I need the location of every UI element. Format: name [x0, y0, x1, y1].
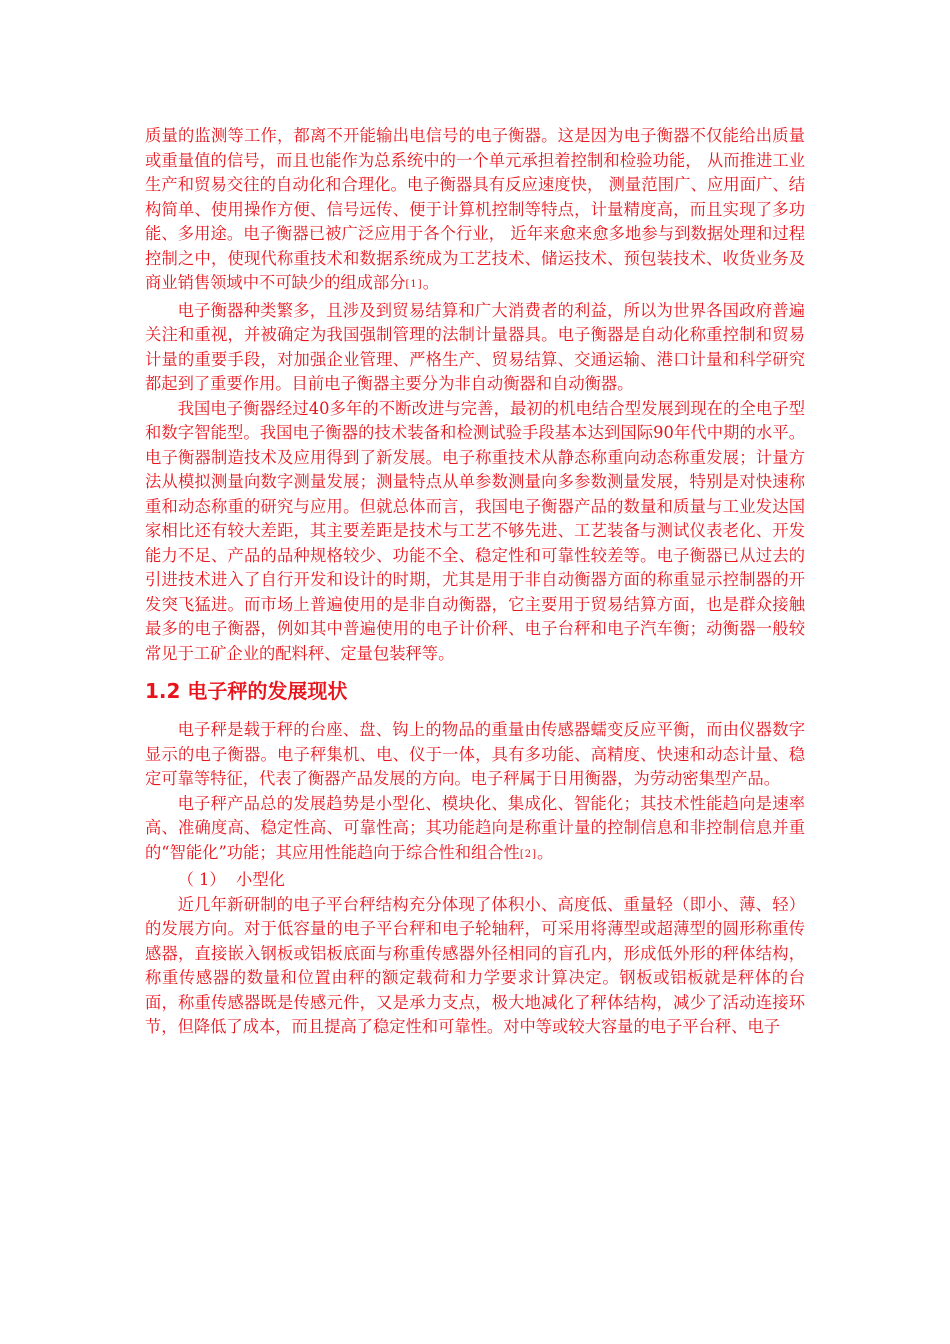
paragraph-4: 电子秤是载于秤的台座、盘、钩上的物品的重量由传感器蠕变反应平衡，而由仪器数字显示的电子衡器。电子秤集机、电、仪于一体，具有多功能、高精度、快速和动态计量、稳定可靠等特征，代表了衡器产品发展的方向。电子秤属于日用衡器，为劳动密集型产品。 — [145, 720, 805, 788]
paragraph-1 — [145, 124, 805, 299]
list-item-label: （ 1） 小型化 — [177, 870, 285, 889]
citation-ref-1: [1] — [405, 279, 423, 290]
paragraph-5-text: 电子秤产品总的发展趋势是小型化、模块化、集成化、智能化；其技术性能趋向是速率高、准确度高、稳定性高、可靠性高；其功能趋向是称重计量的控制信息和非控制信息并重的“智能化”功能；其应用性能趋向于综合性和组合性 — [145, 793, 805, 862]
paragraph-3: 我国电子衡器经过40多年的不断改进与完善，最初的机电结合型发展到现在的全电子型和数字智能型。我国电子衡器的技术装备和检测试验手段基本达到国际90年代中期的水平。电子衡器制造技术及应用得到了新发展。电子称重技术从静态称重向动态称重发展；计量方法从模拟测量向数字测量发展；测量特点从单参数测量向多参数测量发展，特别是对快速称重和动态称重的研究与应用。但就总体而言，我国电子衡器产品的数量和质量与工业发达国家相比还有较大差距，其主要差距是技术与工艺不够先进、工艺装备与测试仪表老化、开发能力不足、产品的品种规格较少、功能不全、稳定性和可靠性较差等。电子衡器已从过去的引进技术进入了自行开发和设计的时期，尤其是用于非自动衡器方面的称重显示控制器的开发突飞猛进。而市场上普遍使用的是非自动衡器，它主要用于贸易结算方面，也是群众接触最多的电子衡器，例如其中普遍使用的电子计价秤、电子台秤和电子汽车衡；动衡器一般较常见于工矿企业的配料秤、定量包装秤等。 — [145, 398, 805, 663]
paragraph-1-text: 质量的监测等工作，都离不开能输出电信号的电子衡器。这是因为电子衡器不仅能给出质量或重量值的信号，而且也能作为总系统中的一个单元承担着控制和检验功能， 从而推进工业生产和贸易交往的自动化和合理化。电子衡器具有反应速度快， 测量范围广、应用面广、结构简单、使用操作方便、信号远传、便于计算机控制等特点，计量精度高，而且实现了多功能、多用途。电子衡器已被广泛应用于各个行业， 近年来愈来愈多地参与到数据处理和过程控制之中，使现代称重技术和数据系统成为工艺技术、储运技术、预包装技术、收货业务及商业销售领域中不可缺少的组成部分 — [145, 126, 805, 292]
document-page — [145, 124, 805, 1040]
citation-ref-2: [2] — [519, 848, 538, 860]
paragraph-5 — [145, 792, 805, 869]
paragraph-6: 近几年新研制的电子平台秤结构充分体现了体积小、高度低、重量轻（即小、薄、轻）的发展方向。对于低容量的电子平台秤和电子轮轴秤，可采用将薄型或超薄型的圆形称重传感器，直接嵌入钢板或铝板底面与称重传感器外径相同的盲孔内，形成低外形的秤体结构，称重传感器的数量和位置由秤的额定载荷和力学要求计算决定。钢板或铝板就是秤体的台面，称重传感器既是传感元件，又是承力支点，极大地减化了秤体结构，减少了活动连接环节，但降低了成本，而且提高了稳定性和可靠性。对中等或较大容量的电子平台秤、电子 — [145, 894, 805, 1036]
section-heading: 1.2 电子秤的发展现状 — [145, 679, 348, 703]
paragraph-2: 电子衡器种类繁多，且涉及到贸易结算和广大消费者的利益，所以为世界各国政府普遍关注和重视，并被确定为我国强制管理的法制计量器具。电子衡器是自动化称重控制和贸易计量的重要手段，对加强企业管理、严格生产、贸易结算、交通运输、港口计量和科学研究都起到了重要作用。目前电子衡器主要分为非自动衡器和自动衡器。 — [145, 300, 805, 393]
paragraph-5-tail: 。 — [537, 842, 554, 862]
paragraph-1-tail: 。 — [422, 273, 439, 292]
